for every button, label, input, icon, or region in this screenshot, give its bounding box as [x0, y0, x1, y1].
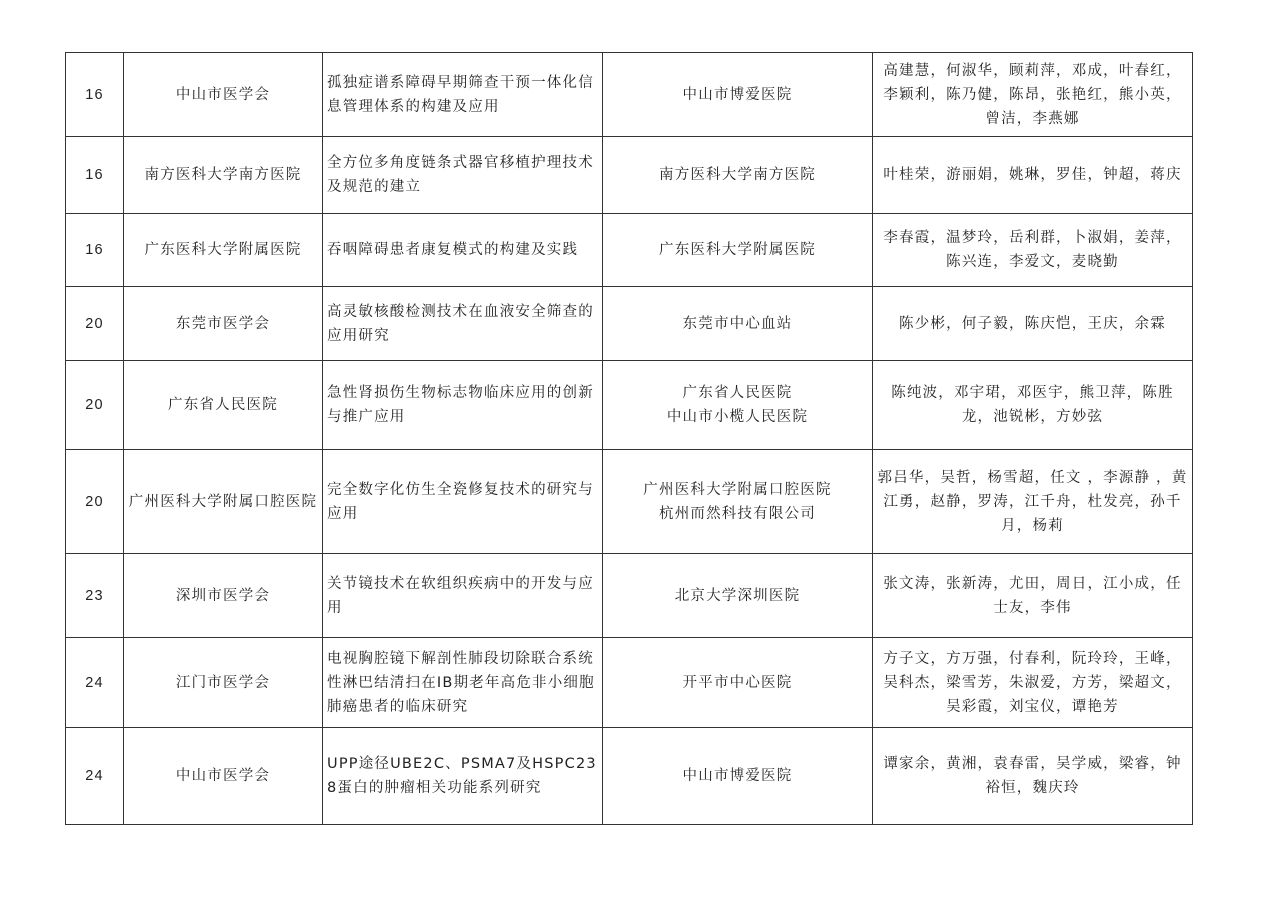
contributors-cell: 陈纯波，邓宇珺，邓医宇，熊卫萍，陈胜龙，池锐彬，方妙弦: [873, 361, 1193, 450]
institution-line: 中山市博爱医院: [682, 768, 793, 784]
table-row: [66, 214, 1193, 287]
recommending-org-cell: 江门市医学会: [124, 638, 323, 728]
recommending-org-cell: 广东省人民医院: [124, 361, 323, 450]
project-title-cell: 完全数字化仿生全瓷修复技术的研究与应用: [323, 450, 603, 554]
project-title-cell: 吞咽障碍患者康复模式的构建及实践: [323, 214, 603, 287]
contributors-cell: 叶桂荣，游丽娟，姚琳，罗佳，钟超，蒋庆: [873, 137, 1193, 214]
table-row: [66, 554, 1193, 638]
rank-cell: 16: [66, 214, 124, 287]
institution-line: 北京大学深圳医院: [674, 587, 801, 604]
institution-cell: [603, 728, 873, 825]
contributors-cell: 李春霞，温梦玲，岳利群，卜淑娟，姜萍，陈兴连，李爱文，麦晓勤: [873, 214, 1193, 287]
rank-cell: 24: [66, 728, 124, 825]
recommending-org-cell: 南方医科大学南方医院: [124, 137, 323, 214]
rank-cell: 16: [66, 53, 124, 137]
rank-cell: 20: [66, 361, 124, 450]
contributors-cell: 张文涛，张新涛，尤田，周日，江小成，任士友，李伟: [873, 554, 1193, 638]
institution-cell: [603, 287, 873, 361]
institution-line: 开平市中心医院: [682, 674, 793, 691]
institution-cell: [603, 554, 873, 638]
recommending-org-cell: 东莞市医学会: [124, 287, 323, 361]
rank-cell: 24: [66, 638, 124, 728]
table-row: [66, 728, 1193, 825]
rank-cell: 20: [66, 287, 124, 361]
institution-line: 杭州而然科技有限公司: [659, 505, 816, 522]
contributors-cell: 陈少彬，何子毅，陈庆恺，王庆，余霖: [873, 287, 1193, 361]
recommending-org-cell: 深圳市医学会: [124, 554, 323, 638]
project-title-cell: 孤独症谱系障碍早期筛查干预一体化信息管理体系的构建及应用: [323, 53, 603, 137]
table-row: [66, 361, 1193, 450]
institution-cell: [603, 137, 873, 214]
rank-cell: 23: [66, 554, 124, 638]
table-row: [66, 137, 1193, 214]
institution-line: 中山市博爱医院: [682, 86, 793, 103]
institution-cell: [603, 214, 873, 287]
table-row: [66, 450, 1193, 554]
institution-cell: [603, 361, 873, 450]
contributors-cell: 高建慧，何淑华，顾莉萍，邓成，叶春红，李颖利，陈乃健，陈昂，张艳红，熊小英，曾洁，李燕娜: [873, 53, 1193, 137]
recommending-org-cell: 广州医科大学附属口腔医院: [124, 450, 323, 554]
project-title-cell: 全方位多角度链条式器官移植护理技术及规范的建立: [323, 137, 603, 214]
institution-line: 广东省人民医院: [682, 385, 793, 401]
institution-line: 东莞市中心血站: [682, 315, 793, 332]
institution-line: 广东医科大学附属医院: [659, 242, 816, 258]
table-row: [66, 287, 1193, 361]
institution-cell: [603, 53, 873, 137]
table-row: [66, 638, 1193, 728]
institution-line: 中山市小榄人民医院: [666, 409, 809, 425]
project-title-cell: 急性肾损伤生物标志物临床应用的创新与推广应用: [323, 361, 603, 450]
table-row: [66, 53, 1193, 137]
contributors-cell: 谭家余，黄湘，袁春雷，吴学威，梁睿，钟裕恒，魏庆玲: [873, 728, 1193, 825]
institution-line: 南方医科大学南方医院: [659, 167, 816, 183]
project-title-cell: 关节镜技术在软组织疾病中的开发与应用: [323, 554, 603, 638]
project-title-cell: UPP途径UBE2C、PSMA7及HSPC238蛋白的肿瘤相关功能系列研究: [323, 728, 603, 825]
rank-cell: 16: [66, 137, 124, 214]
rank-cell: 20: [66, 450, 124, 554]
contributors-cell: 方子文，方万强，付春利，阮玲玲，王峰，吴科杰，梁雪芳，朱淑爱，方芳，梁超文，吴彩霞，刘宝仪，谭艳芳: [873, 638, 1193, 728]
project-title-cell: 电视胸腔镜下解剖性肺段切除联合系统性淋巴结清扫在IB期老年高危非小细胞肺癌患者的临床研究: [323, 638, 603, 728]
project-title-cell: 高灵敏核酸检测技术在血液安全筛查的应用研究: [323, 287, 603, 361]
institution-cell: [603, 638, 873, 728]
awards-table: [65, 52, 1193, 825]
recommending-org-cell: 中山市医学会: [124, 728, 323, 825]
institution-line: 广州医科大学附属口腔医院: [643, 481, 832, 498]
contributors-cell: 郭吕华，吴哲，杨雪超，任文 ，李源静 ，黄江勇，赵静，罗涛，江千舟，杜发亮，孙千月，杨莉: [873, 450, 1193, 554]
recommending-org-cell: 中山市医学会: [124, 53, 323, 137]
institution-cell: [603, 450, 873, 554]
recommending-org-cell: 广东医科大学附属医院: [124, 214, 323, 287]
